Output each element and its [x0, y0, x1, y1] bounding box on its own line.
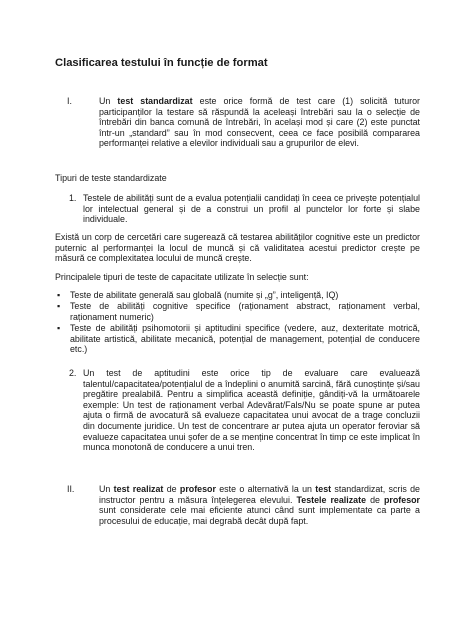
section-2-text-6: sunt considerate cele mai eficiente atunci când sunt implementate ca parte a procesului de educație, mai degrabă decât după fapt.	[99, 505, 420, 526]
section-2-text-4: standardizat, scris de instructor pentru a măsura înțelegerea elevului.	[99, 484, 420, 505]
section-2-bold-5: profesor	[384, 494, 420, 505]
section-2-bold-1: test realizat	[113, 484, 164, 494]
section-1-text-post: este orice formă de test care (1) solicită tuturor participanților la testare să răspundă la aceleași întrebări sau la o selecție de întrebări din banca comună de întrebări, în același mod și care (2) este punctat într-un „standard” sau în mod consecvent, ceea ce face posibilă compararea performanței relative a elevilor individuali sau a grupurilor de elevi.	[99, 96, 420, 149]
section-2-text-1: Un	[99, 484, 114, 494]
section-1-text-pre: Un	[99, 96, 118, 106]
types-heading: Tipuri de teste standardizate	[55, 173, 167, 183]
item-1-text: Testele de abilități sunt de a evalua potențialii candidați în ceea ce privește potențialul lor intelectual general și de a construi un profil al punctelor lor forte și slabe individuale.	[83, 193, 420, 225]
section-2-text-3: este o alternativă la un	[215, 484, 316, 494]
section-2-bold-2: profesor	[179, 484, 216, 494]
section-2-numeral: II.	[67, 484, 75, 494]
section-1-paragraph	[99, 96, 420, 149]
bullet-1-text: Teste de abilitate generală sau globală (numite și „g”, inteligență, IQ)	[70, 290, 339, 300]
item-2-text: Un test de aptitudini este orice tip de evaluare care evaluează talentul/capacitatea/potențialul de a îndeplini o anumită sarcină, fără cunoștințe și/sau pregătire prealabilă. Pentru a simplifica această definiție, gândiți-vă la următoarele exemple: Un test de raționament verbal Adevărat/Fals/Nu se poate spune ar putea ajuta o firmă de avocatură să evalueze capacitatea unui avocat de a trage concluzii din documente juridice. Un test de concentrare ar putea ajuta un operator feroviar să evalueze capacitatea unui șofer de a se menține concentrat în timp ce este implicat în munca monotonă de conducere a unui tren.	[83, 368, 420, 453]
section-1-numeral: I.	[67, 96, 72, 106]
bullet-2-marker: ▪	[57, 301, 61, 311]
main-types-intro: Principalele tipuri de teste de capacitate utilizate în selecție sunt:	[55, 272, 309, 282]
section-1-term-bold: test standardizat	[117, 96, 193, 106]
section-2-bold-3: test	[315, 484, 332, 494]
section-2-paragraph	[99, 484, 420, 526]
document-title: Clasificarea testului în funcție de format	[55, 57, 268, 69]
section-2-bold-4: Testele realizate	[296, 494, 367, 505]
item-2-number: 2.	[69, 368, 77, 378]
section-2-text-2: de	[163, 484, 180, 494]
bullet-3-marker: ▪	[57, 323, 61, 333]
section-2-text-5: de	[366, 494, 384, 505]
item-1-number: 1.	[69, 193, 77, 203]
bullet-2-text: Teste de abilități cognitive specifice (raționament abstract, raționament verbal, raționament numeric)	[70, 301, 420, 322]
bullet-3-text: Teste de abilități psihomotorii și aptitudini specifice (vedere, auz, dexteritate motrică, abilitate artistică, abilitate mecanică, potențial de management, potențial de conducere etc.)	[70, 323, 420, 355]
bullet-1-marker: ▪	[57, 290, 61, 300]
research-paragraph: Există un corp de cercetări care sugerează că testarea abilităților cognitive este un predictor puternic al performanței la locul de muncă și că validitatea acestui predictor crește pe măsură ce complexitatea locului de muncă crește.	[55, 232, 420, 264]
